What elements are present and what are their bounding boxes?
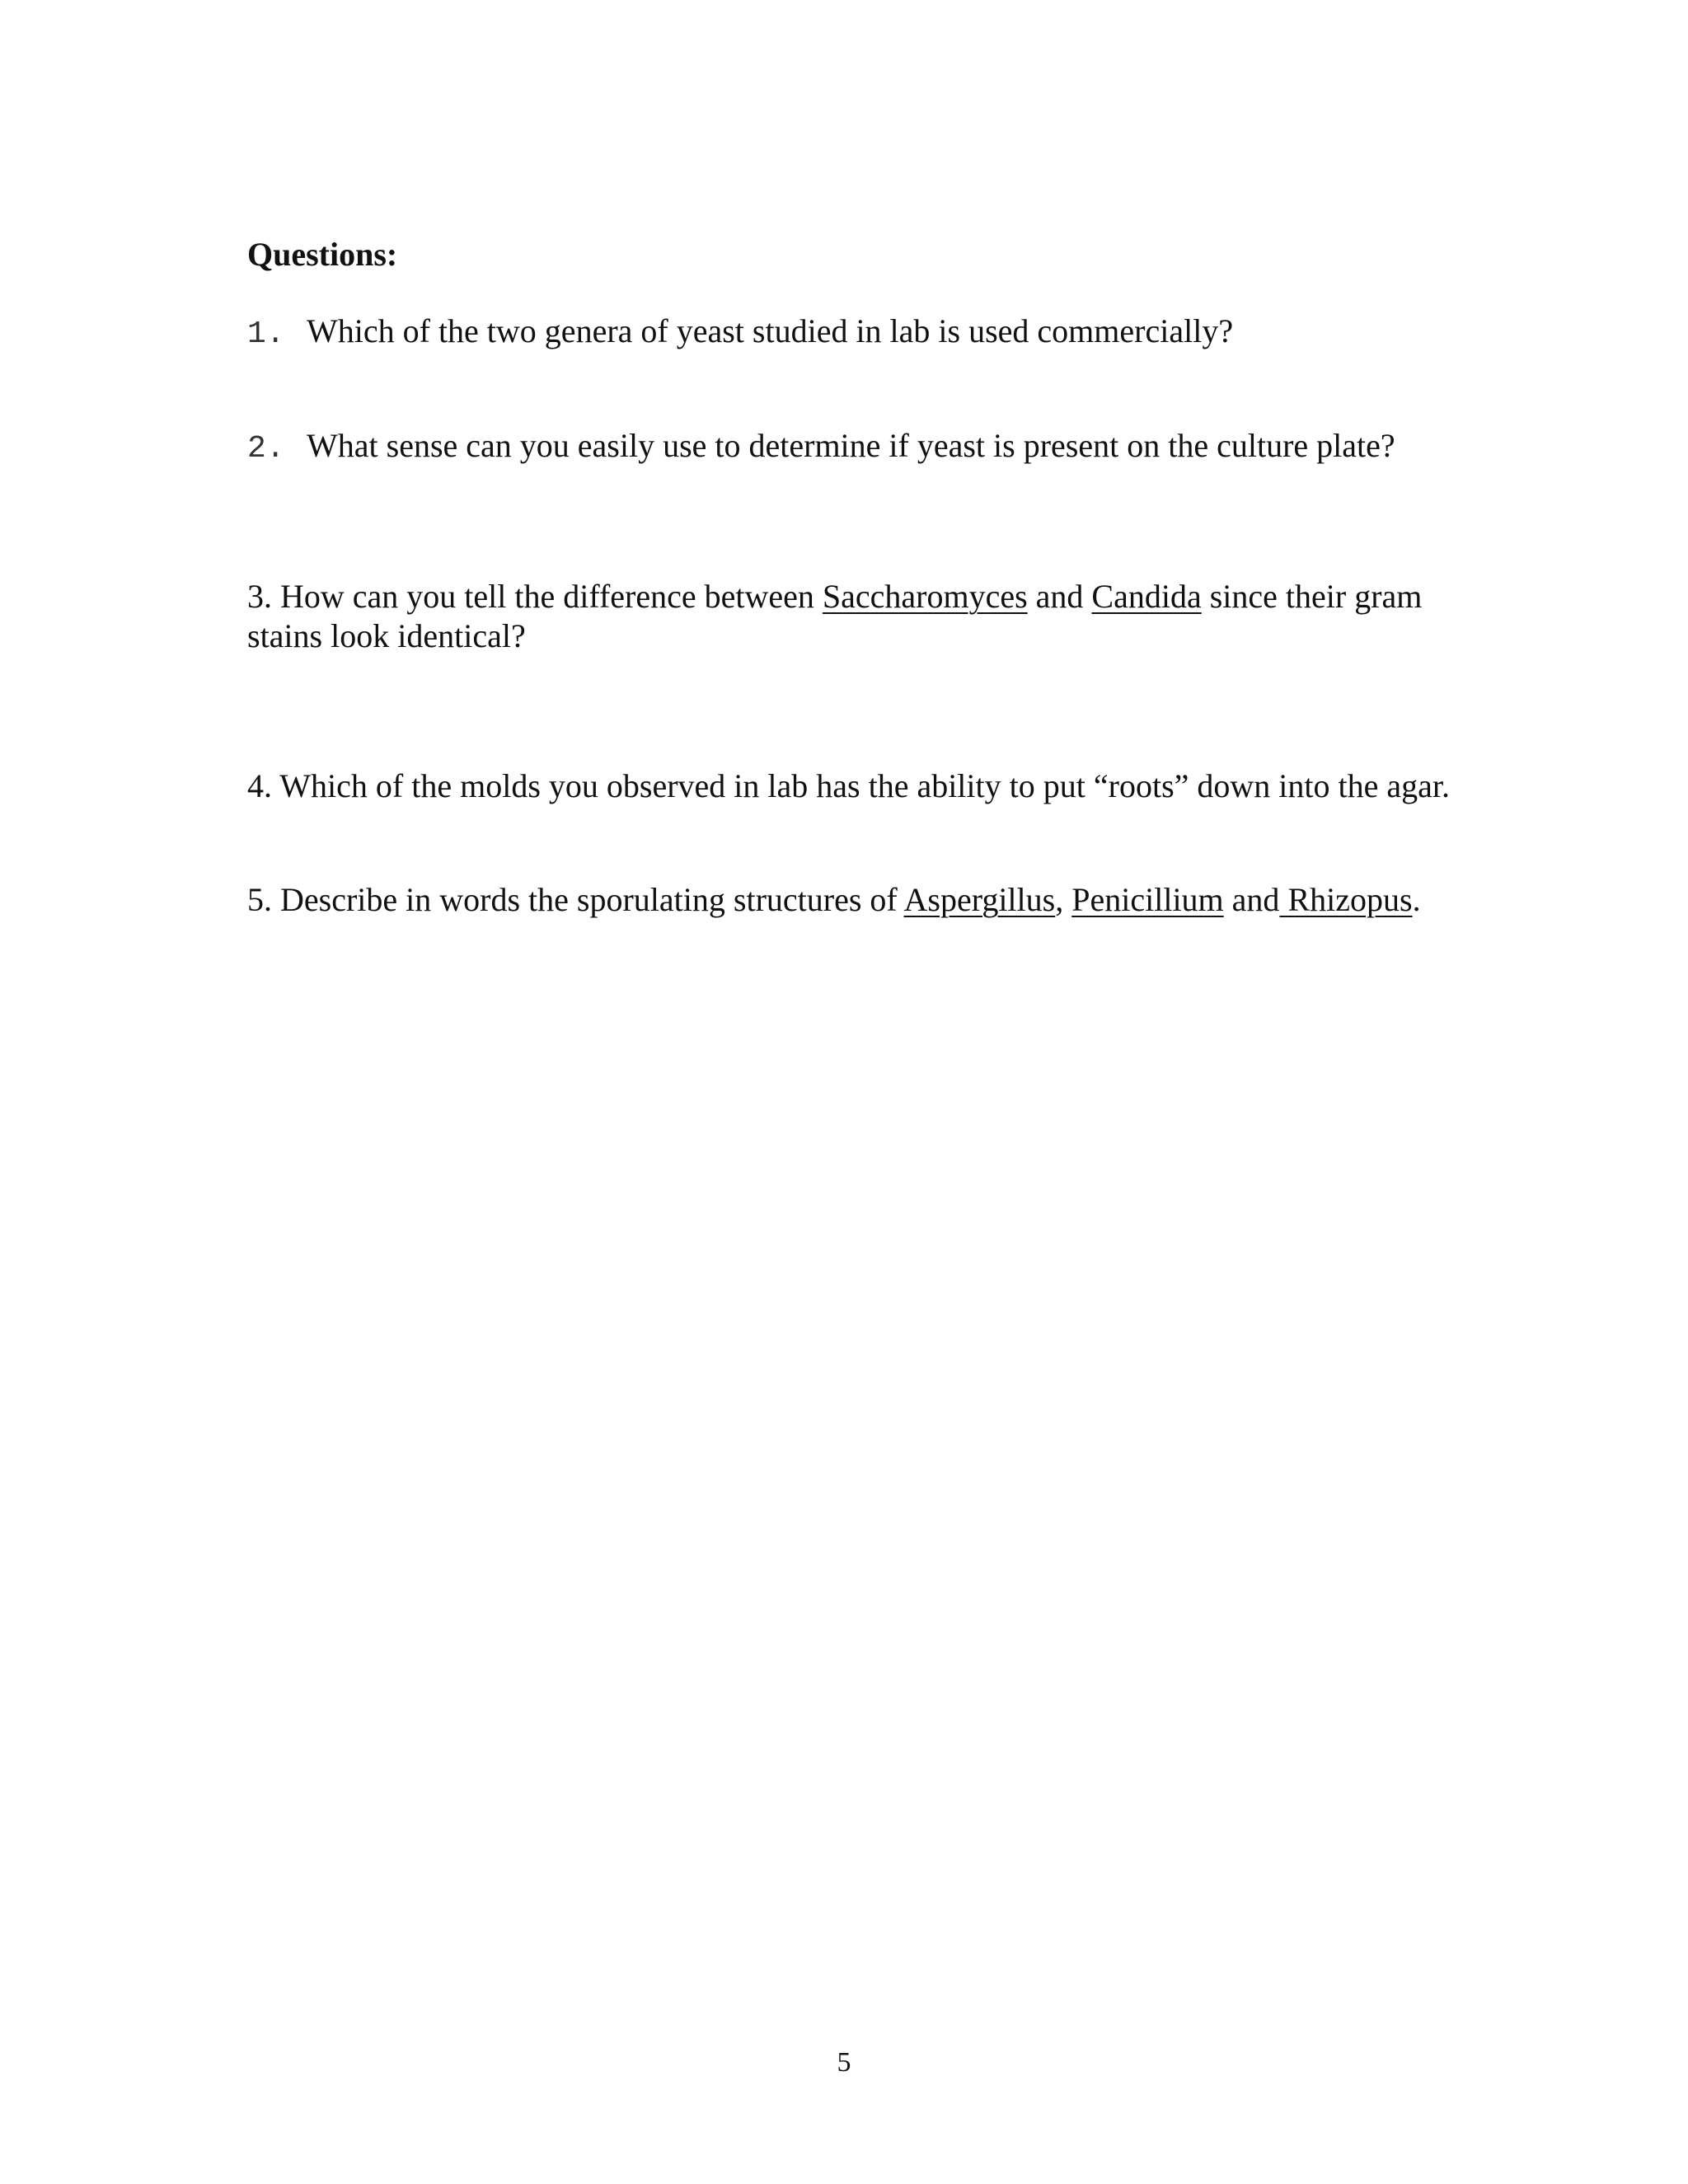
- question-4: [247, 766, 1450, 806]
- question-1: [247, 312, 1233, 354]
- question-3: [247, 577, 1434, 656]
- question-3-between: and: [1027, 578, 1092, 615]
- question-1-number: 1.: [247, 316, 285, 352]
- question-3-suffix: since their gram stains look identical?: [247, 578, 1423, 654]
- questions-heading: Questions:: [247, 236, 398, 273]
- question-5-prefix: 5. Describe in words the sporulating structures of: [247, 881, 904, 918]
- term-saccharomyces: Saccharomyces: [822, 578, 1028, 615]
- question-4-text: 4. Which of the molds you observed in lab has the ability to put “roots” down into the agar.: [247, 767, 1450, 804]
- question-3-prefix: 3. How can you tell the difference between: [247, 578, 823, 615]
- question-5-sep1: ,: [1055, 881, 1072, 918]
- question-5-suffix: .: [1412, 881, 1421, 918]
- term-aspergillus: Aspergillus: [903, 881, 1056, 918]
- question-2: [247, 426, 1395, 469]
- question-2-number: 2.: [247, 431, 285, 466]
- question-5: [247, 880, 1421, 920]
- page-number: 5: [837, 2047, 851, 2078]
- question-2-text: What sense can you easily use to determine if yeast is present on the culture plate?: [307, 427, 1395, 464]
- term-rhizopus: Rhizopus: [1279, 881, 1413, 918]
- term-penicillium: Penicillium: [1071, 881, 1224, 918]
- term-candida: Candida: [1091, 578, 1202, 615]
- question-5-sep2: and: [1223, 881, 1280, 918]
- question-1-text: Which of the two genera of yeast studied in lab is used commercially?: [307, 312, 1234, 349]
